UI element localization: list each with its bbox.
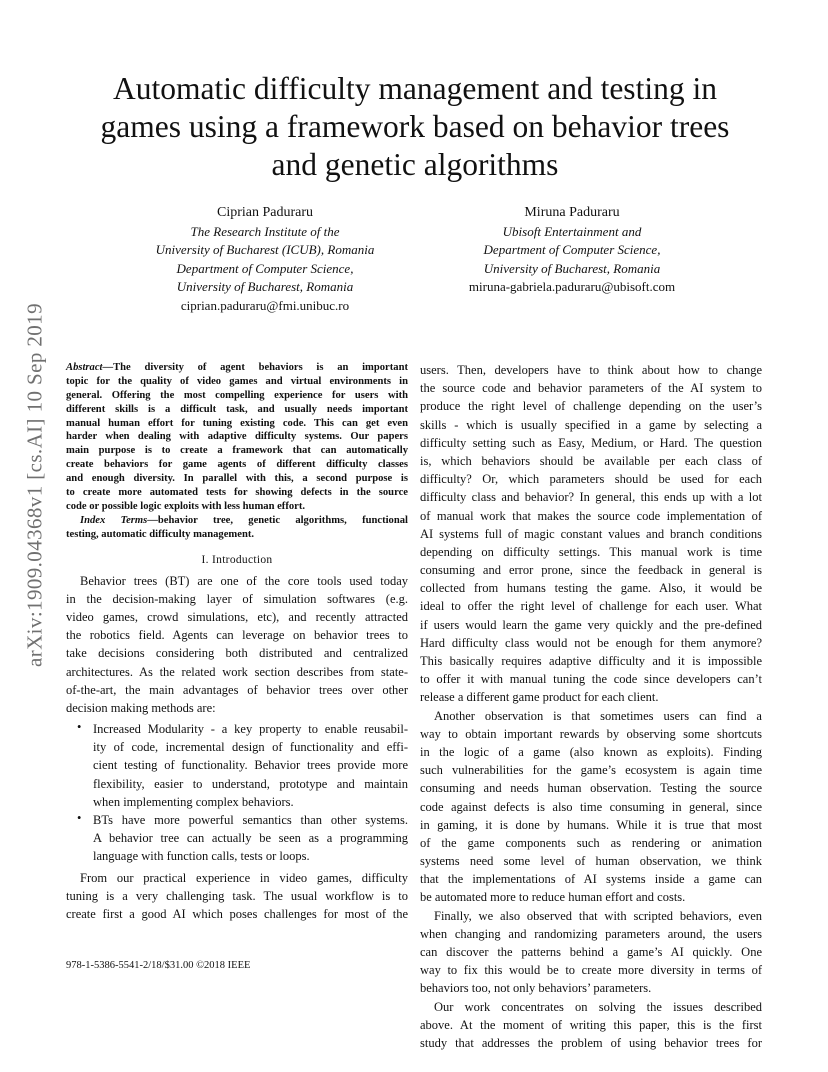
title-line: Automatic difficulty management and testing in	[113, 71, 717, 106]
text-line: above. At the moment of writing this paper, this is the first	[420, 1017, 762, 1032]
text-line: collected from humans testing the game. Also, it would be	[420, 581, 762, 596]
abstract-line: harder when dealing with adaptive difficulty systems. Our papers	[66, 431, 408, 443]
left-column	[66, 361, 408, 923]
abstract-line: code or possible logic exploits with less human effort.	[66, 500, 306, 512]
abstract-line: Abstract—The diversity of agent behaviors is an important	[66, 362, 408, 373]
text-line: systems need some level of human observation, we think	[420, 854, 762, 869]
author-affiliation-line: Department of Computer Science,	[483, 242, 661, 258]
abstract-line: and enough diversity. In parallel with this, a second purpose is	[66, 473, 408, 485]
text-line: difficulty class and behavior? In general, this ends up with a lot	[420, 490, 762, 505]
text-line: From our practical experience in video games, difficulty	[80, 870, 408, 885]
index-terms-line: Index Terms—behavior tree, genetic algorithms, functional	[80, 514, 408, 526]
author-affiliation-line: Ubisoft Entertainment and	[502, 223, 642, 239]
author-affiliation-line: Department of Computer Science,	[176, 260, 354, 276]
text-line: video games, crowd simulations, etc), and recently attracted	[66, 609, 408, 624]
text-line: in the logic of a game (also known as exploits). Finding	[420, 744, 762, 759]
text-line: This basically requires adaptive difficulty and it is impossible	[420, 654, 762, 668]
text-line: cient testing of functionality. Behavior trees provide more	[93, 758, 408, 773]
text-line: be automated more to reduce human effort and costs.	[420, 890, 686, 905]
text-line: Another observation is that sometimes users can find a	[434, 708, 762, 723]
arxiv-id: arXiv:1909.04368v1 [cs.AI] 10 Sep 2019	[22, 303, 47, 667]
text-line: of the game components such as rendering or animation	[420, 835, 762, 850]
text-line: if users would learn the game very quickly and the pre-defined	[420, 617, 762, 632]
author-affiliation-line: University of Bucharest (ICUB), Romania	[155, 242, 375, 258]
text-line: the robotics field. Agents can leverage on behavior trees to	[66, 628, 408, 643]
text-line: produce the right level of challenge depending on the user’s	[420, 399, 762, 414]
paper-title	[60, 70, 770, 184]
text-line: AI systems full of magic constant values and branch conditions	[420, 526, 762, 541]
text-line: flexibility, easier to understand, prototype and maintain	[93, 776, 408, 791]
text-line: study that addresses the problem of using behavior trees for	[420, 1035, 762, 1050]
abstract-label: Abstract	[66, 362, 103, 373]
text-line: consuming and error prone, since the feedback in general is	[420, 563, 762, 578]
index-terms-label: Index Terms	[80, 514, 148, 526]
abstract-line: create behaviors for game agents of different difficulty classes	[66, 459, 408, 471]
author-block-2	[442, 204, 702, 297]
text-line: in the decision-making layer of simulation softwares (e.g.	[66, 591, 408, 606]
bullet-list	[66, 720, 408, 866]
text-line: release a different game product for each client.	[420, 690, 659, 705]
text-line: depending on difficulty settings. This manual work is time	[420, 544, 762, 559]
right-paragraph-1	[420, 361, 762, 707]
text-line: Our work concentrates on solving the issues described	[434, 999, 762, 1014]
text-line: ity of code, incremental design of functionality and effi-	[93, 740, 408, 755]
text-line: that the implementations of AI systems inside a game can	[420, 872, 762, 887]
author-name: Ciprian Paduraru	[216, 205, 314, 220]
text-line: create first a good AI which poses challenges for most of the	[66, 906, 408, 921]
abstract-line: general. Offering the most compelling experience for users with	[66, 389, 408, 401]
author-affiliation-line: University of Bucharest, Romania	[176, 279, 354, 295]
section-heading: I. Introduction	[201, 553, 273, 566]
text-line: tuning is a very challenging task. The usual workflow is to	[66, 888, 408, 903]
intro-paragraph-1	[66, 572, 408, 718]
author-affiliation-line: University of Bucharest, Romania	[483, 260, 661, 276]
abstract-line: main purpose is to create a framework that can automatically	[66, 445, 408, 457]
text-line: decision making methods are:	[66, 700, 216, 715]
right-paragraph-3	[420, 907, 762, 998]
copyright-notice: 978-1-5386-5541-2/18/$31.00 ©2018 IEEE	[66, 960, 251, 971]
author-affiliation-line: The Research Institute of the	[190, 223, 340, 239]
abstract-line: different skills is a difficult task, and usually needs important	[66, 403, 408, 415]
text-line: way to fix this would be to create more diversity in terms of	[420, 963, 762, 978]
intro-paragraph-2	[66, 869, 408, 924]
bullet-item	[77, 811, 408, 866]
text-line: the source code and behavior parameters of the AI system to	[420, 381, 762, 396]
text-line: when implementing complex behaviors.	[93, 794, 294, 809]
index-terms-line: testing, automatic difficulty management.	[66, 528, 255, 540]
right-paragraph-2	[420, 707, 762, 907]
bullet-dot-icon: •	[77, 720, 82, 735]
abstract	[66, 361, 408, 542]
author-block-1	[125, 204, 405, 316]
text-line: language with function calls, tests or loops.	[93, 849, 310, 864]
text-line: such vulnerabilities for the game’s ecosystem is again time	[420, 763, 762, 778]
title-line: and genetic algorithms	[271, 147, 559, 182]
text-line: ideal to offer the right level of challenge for each user. What	[420, 599, 762, 614]
text-line: Finally, we also observed that with scripted behaviors, even	[434, 908, 762, 923]
bullet-item	[77, 720, 408, 811]
text-line: behaviors too, not only behaviors’ parameters.	[420, 981, 652, 996]
text-line: Increased Modularity - a key property to enable reusabil-	[93, 722, 408, 737]
text-line: code against defects is also time consuming in general, since	[420, 799, 762, 814]
text-line: users. Then, developers have to think about how to change	[420, 363, 762, 377]
text-line: architectures. As the related work section describes from state-	[66, 664, 408, 679]
text-line: in gaming, it is done by humans. While it is true that most	[420, 817, 762, 832]
bullet-dot-icon: •	[77, 811, 82, 826]
text-line: when changing and randomizing parameters around, the users	[420, 926, 762, 941]
text-line: difficulty setting such as Easy, Medium, or Hard. The question	[420, 435, 762, 450]
arxiv-stamp	[15, 295, 55, 675]
text-line: of-the-art, the main advantages of behavior trees over other	[66, 682, 408, 697]
text-line: difficulty? Or, which parameters should be used for each	[420, 472, 762, 487]
abstract-line: manual human effort for tuning existing code. This can get even	[66, 417, 408, 429]
right-column	[420, 361, 762, 1052]
right-paragraph-4	[420, 998, 762, 1053]
author-email: miruna-gabriela.paduraru@ubisoft.com	[468, 279, 676, 295]
author-name: Miruna Paduraru	[524, 205, 620, 220]
text-line: A behavior tree can actually be seen as a programming	[93, 831, 408, 846]
abstract-line: to create more automated tests for showing defects in the source	[66, 487, 408, 499]
text-line: BTs have more powerful semantics than other systems.	[93, 813, 408, 828]
text-line: skills - which is usually specified in a game by selecting a	[420, 417, 762, 432]
text-line: take decisions considering both distributed and centralized	[66, 646, 408, 661]
abstract-line: topic for the quality of video games and virtual environments in	[66, 375, 408, 387]
text-line: Hard difficulty class would not be enough for them anymore?	[420, 635, 762, 650]
text-line: to offer it with manual tuning the code since developers can’t	[420, 672, 762, 687]
title-line: games using a framework based on behavior trees	[100, 109, 730, 144]
author-email: ciprian.paduraru@fmi.unibuc.ro	[180, 297, 350, 313]
text-line: Behavior trees (BT) are one of the core tools used today	[80, 573, 408, 588]
text-line: consuming and needs human observation. Testing the source	[420, 781, 762, 796]
text-line: way to obtain important rewards by observing some shortcuts	[420, 726, 762, 741]
text-line: is, which behaviors should be available per each class of	[420, 453, 762, 468]
text-line: can discover the patterns behind a game’s AI quickly. One	[420, 945, 762, 959]
text-line: of manual work that makes the source code implementation of	[420, 508, 762, 523]
